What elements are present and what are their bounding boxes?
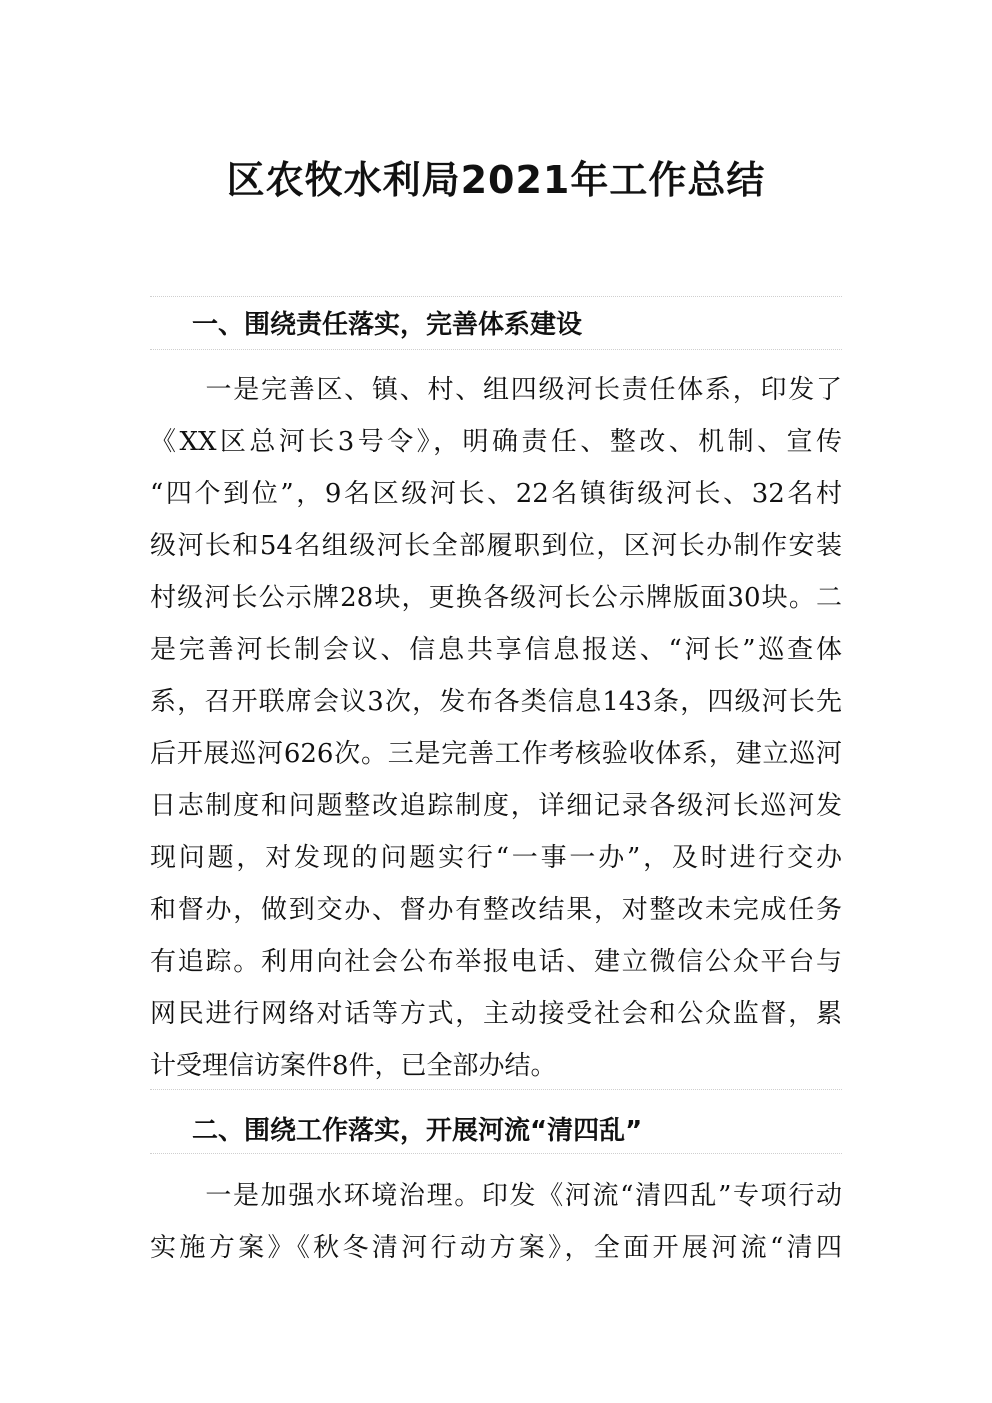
paragraph-line: 日志制度和问题整改追踪制度，详细记录各级河长巡河发	[150, 791, 842, 821]
document-title: 区农牧水利局2021年工作总结	[226, 158, 766, 202]
paragraph-line: 现问题，对发现的问题实行“一事一办”，及时进行交办	[150, 843, 842, 873]
paragraph-line: 后开展巡河626次。三是完善工作考核验收体系，建立巡河	[150, 739, 842, 769]
section-paragraph	[150, 1170, 842, 1274]
paragraph-line: 级河长和54名组级河长全部履职到位，区河长办制作安装	[150, 531, 842, 561]
section-heading: 二、围绕工作落实，开展河流“清四乱”	[192, 1116, 643, 1146]
paragraph-line: 一是完善区、镇、村、组四级河长责任体系，印发了	[150, 375, 842, 405]
paragraph-line: “四个到位”，9名区级河长、22名镇街级河长、32名村	[150, 479, 842, 509]
section-heading: 一、围绕责任落实，完善体系建设	[192, 310, 583, 340]
paragraph-line: 网民进行网络对话等方式，主动接受社会和公众监督，累	[150, 999, 842, 1029]
divider	[150, 1153, 842, 1154]
paragraph-line: 计受理信访案件8件，已全部办结。	[150, 1051, 557, 1081]
paragraph-line: 系，召开联席会议3次，发布各类信息143条，四级河长先	[150, 687, 842, 717]
paragraph-line: 村级河长公示牌28块，更换各级河长公示牌版面30块。二	[150, 583, 842, 613]
divider	[150, 296, 842, 297]
paragraph-line: 有追踪。利用向社会公布举报电话、建立微信公众平台与	[150, 947, 842, 977]
paragraph-line: 《XX区总河长3号令》，明确责任、整改、机制、宣传	[150, 427, 842, 457]
divider	[150, 349, 842, 350]
paragraph-line: 实施方案》《秋冬清河行动方案》，全面开展河流“清四	[150, 1233, 842, 1263]
paragraph-line: 是完善河长制会议、信息共享信息报送、“河长”巡查体	[150, 635, 842, 665]
paragraph-line: 一是加强水环境治理。印发《河流“清四乱”专项行动	[150, 1181, 842, 1211]
divider	[150, 1089, 842, 1090]
section-paragraph	[150, 364, 842, 1092]
paragraph-line: 和督办，做到交办、督办有整改结果，对整改未完成任务	[150, 895, 842, 925]
